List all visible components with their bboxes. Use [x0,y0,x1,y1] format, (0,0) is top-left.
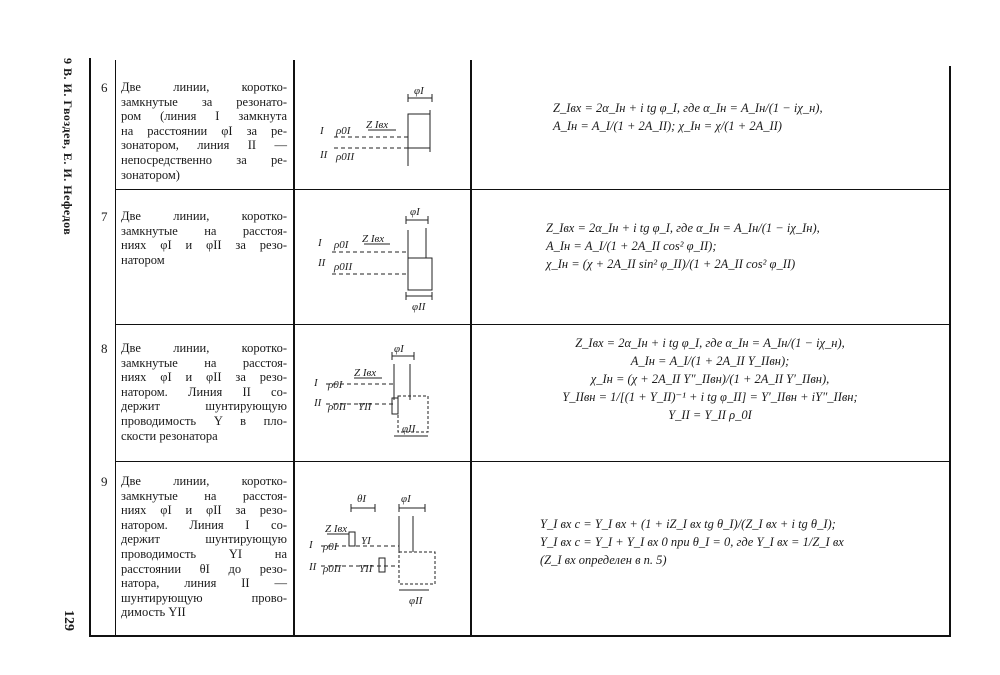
row-number: 6 [101,80,108,95]
diagram-label: φII [402,423,416,435]
row-divider-8-9 [115,461,951,462]
row-description [121,341,287,443]
row-formula [546,219,820,273]
desc-line: Две линии, коротко- [121,80,287,94]
desc-line: на расстоянии φI за ре- [121,123,287,138]
desc-line: натором. Линия II со- [121,384,287,399]
diagram-label: ρ0I [328,379,343,391]
row-description [121,474,287,620]
diagram-label: φI [401,493,411,505]
desc-line: натором. Линия I со- [121,517,287,532]
column-divider-desc [293,60,295,636]
desc-line: ниях φI и φII за резо- [121,503,287,518]
circuit-diagram [305,492,455,612]
diagram-label: ρ0I [336,125,351,137]
desc-line: скости резонатора [121,428,218,443]
row-number: 7 [101,209,108,224]
diagram-label: I [314,377,318,389]
diagram-label: YII [359,563,373,575]
page-number: 129 [61,610,76,631]
row-description [121,80,287,182]
formula-line: Y_IIвн = 1/[(1 + Y_II)⁻¹ + i tg φ_II] = Y′_IIвн + iY″_IIвн; [562,390,858,404]
formula-line: χ_Iн = (χ + 2A_II Y″_IIвн)/(1 + 2A_II Y′_IIвн), [590,372,830,386]
desc-line: зонатором) [121,167,180,182]
column-divider-num [115,60,116,636]
diagram-label: ρ0II [336,151,355,163]
desc-line: замкнутые на расстоя- [121,488,287,503]
diagram-label: ρ0II [323,563,342,575]
formula-line: A_Iн = A_I/(1 + 2A_II Y_IIвн); [630,354,790,368]
formula-line: (Z_I вх определен в п. 5) [540,553,667,567]
desc-line: проводимость YI на [121,546,287,561]
desc-line: Две линии, коротко- [121,341,287,355]
row-description [121,209,287,267]
formula-line: Z_Iвх = 2α_Iн + i tg φ_I, где α_Iн = A_Iн/(1 − iχ_Iн), [546,221,820,235]
desc-line: шунтирующую прово- [121,590,287,605]
diagram-label: II [318,257,326,269]
formula-line: χ_Iн = (χ + 2A_II sin² φ_II)/(1 + 2A_II cos² φ_II) [546,257,796,271]
diagram-label: I [320,125,324,137]
row-number: 8 [101,341,108,356]
row-formula [540,515,844,569]
desc-line: натором [121,252,165,267]
desc-line: Две линии, коротко- [121,209,287,223]
desc-line: замкнутые на расстоя- [121,223,287,238]
diagram-label: I [309,539,313,551]
desc-line: держит шунтирующую [121,532,287,547]
diagram-label: YII [358,401,372,413]
diagram-label: II [320,149,328,161]
diagram-label: ρ0I [334,239,349,251]
table-left-border [89,58,91,636]
desc-line: замкнутые на расстоя- [121,355,287,370]
diagram-label: Z Iвх [366,119,389,131]
diagram-label: I [318,237,322,249]
table-right-border [949,66,951,636]
desc-line: держит шунтирующую [121,399,287,414]
diagram-label: YI [361,535,371,547]
desc-line: ниях φI и φII за резо- [121,370,287,385]
diagram-label: II [314,397,322,409]
diagram-label: Z Iвх [362,233,385,245]
diagram-label: Z Iвх [354,367,377,379]
diagram-label: θI [357,493,367,505]
formula-line: Z_Iвх = 2α_Iн + i tg φ_I, где α_Iн = A_Iн/(1 − iχ_н), [575,336,845,350]
formula-line: Z_Iвх = 2α_Iн + i tg φ_I, где α_Iн = A_Iн/(1 − iχ_н), [553,101,823,115]
circuit-diagram [310,340,460,445]
desc-line: расстоянии θI до резо- [121,561,287,576]
circuit-diagram [310,200,460,315]
row-formula [553,99,823,135]
diagram-label: φI [394,343,404,355]
diagram-label: ρ0II [328,401,347,413]
column-divider-diagram [470,60,472,636]
diagram-label: φII [412,301,426,313]
diagram-label: ρ0I [323,541,338,553]
formula-line: A_Iн = A_I/(1 + 2A_II); χ_Iн = χ/(1 + 2A_II) [553,119,782,133]
formula-line: Y_II = Y_II ρ_0I [668,408,752,422]
diagram-label: φI [414,85,424,97]
desc-line: натора, линия II — [121,576,287,591]
formula-line: A_Iн = A_I/(1 + 2A_II cos² φ_II); [546,239,717,253]
desc-line: ром (линия I замкнута [121,109,287,124]
circuit-diagram [310,80,460,180]
desc-line: димость YII [121,605,186,620]
diagram-label: φI [410,206,420,218]
running-header: 9 В. И. Гвоздев, Е. И. Нефедов [61,58,75,236]
desc-line: зонатором, линия II — [121,138,287,153]
row-formula [515,334,905,424]
desc-line: проводимость Y в пло- [121,413,287,428]
desc-line: ниях φI и φII за резо- [121,238,287,253]
desc-line: непосредственно за ре- [121,152,287,167]
row-divider-6-7 [115,189,951,190]
diagram-label: II [309,561,317,573]
row-number: 9 [101,474,108,489]
desc-line: замкнутые за резонато- [121,94,287,109]
formula-line: Y_I вх с = Y_I вх + (1 + iZ_I вх tg θ_I)/(Z_I вх + i tg θ_I); [540,517,836,531]
diagram-label: φII [409,595,423,607]
diagram-label: Z Iвх [325,523,348,535]
row-divider-7-8 [115,324,951,325]
formula-line: Y_I вх с = Y_I + Y_I вх 0 при θ_I = 0, где Y_I вх = 1/Z_I вх [540,535,844,549]
diagram-label: ρ0II [334,261,353,273]
desc-line: Две линии, коротко- [121,474,287,488]
table-bottom-border [89,635,951,637]
